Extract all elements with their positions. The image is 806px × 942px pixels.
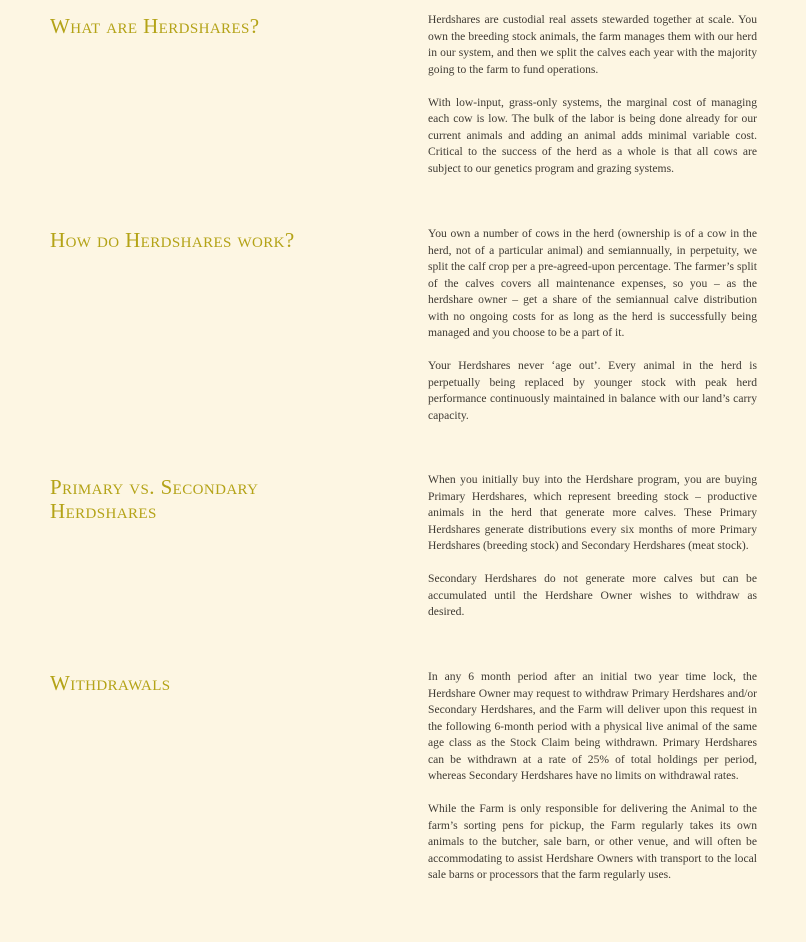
section-body <box>428 226 757 424</box>
section-body <box>428 669 757 884</box>
section-heading: What are Herdshares? <box>50 14 260 38</box>
paragraph: Herdshares are custodial real assets stewarded together at scale. You own the breeding stock animals, the farm manages them with our herd in our system, and then we split the calves each year with the majority going to the farm to fund operations. <box>428 13 757 76</box>
section-body <box>428 12 757 177</box>
section-body <box>428 472 757 621</box>
paragraph: With low-input, grass-only systems, the marginal cost of managing each cow is low. The bulk of the labor is being done already for our current animals and adding an animal adds minimal variable cost. Critical to the success of the herd as a whole is that all cows are subject to our genetics program and grazing systems. <box>428 95 757 175</box>
paragraph: Your Herdshares never ‘age out’. Every animal in the herd is perpetually being replaced by younger stock with peak herd performance continuously maintained in balance with our land’s carry capacity. <box>428 359 757 422</box>
paragraph: Secondary Herdshares do not generate more calves but can be accumulated until the Herdshare Owner wishes to withdraw as desired. <box>428 572 757 618</box>
section-heading: How do Herdshares work? <box>50 228 295 252</box>
paragraph: In any 6 month period after an initial two year time lock, the Herdshare Owner may request to withdraw Primary Herdshares and/or Secondary Herdshares, and the Farm will deliver upon this request in the following 6-month period with a physical live animal of the same age class as the Stock Claim being withdrawn. Primary Herdshares can be withdrawn at a rate of 25% of total holdings per period, whereas Secondary Herdshares have no limits on withdrawal rates. <box>428 670 757 782</box>
paragraph: While the Farm is only responsible for delivering the Animal to the farm’s sorting pens for pickup, the Farm regularly takes its own animals to the butcher, sale barn, or other venue, and will often be accommodating to assist Herdshare Owners with transport to the local sale barns or processors that the farm regularly uses. <box>428 802 757 881</box>
section-heading: Primary vs. Secondary Herdshares <box>50 475 259 523</box>
paragraph: When you initially buy into the Herdshare program, you are buying Primary Herdshares, which represent breeding stock – productive animals in the herd that generate more calves. These Primary Herdshares generate distributions every six months of more Primary Herdshares (breeding stock) and Secondary Herdshares (meat stock). <box>428 473 757 552</box>
paragraph: You own a number of cows in the herd (ownership is of a cow in the herd, not of a particular animal) and semiannually, in perpetuity, we split the calf crop per a pre-agreed-upon percentage. The farmer’s split of the calves covers all maintenance expenses, so you – as the herdshare owner – get a share of the semiannual calve distribution with no ongoing costs for as long as the herd is successfully being managed and you choose to be a part of it. <box>428 227 757 339</box>
section-heading: Withdrawals <box>50 671 171 695</box>
